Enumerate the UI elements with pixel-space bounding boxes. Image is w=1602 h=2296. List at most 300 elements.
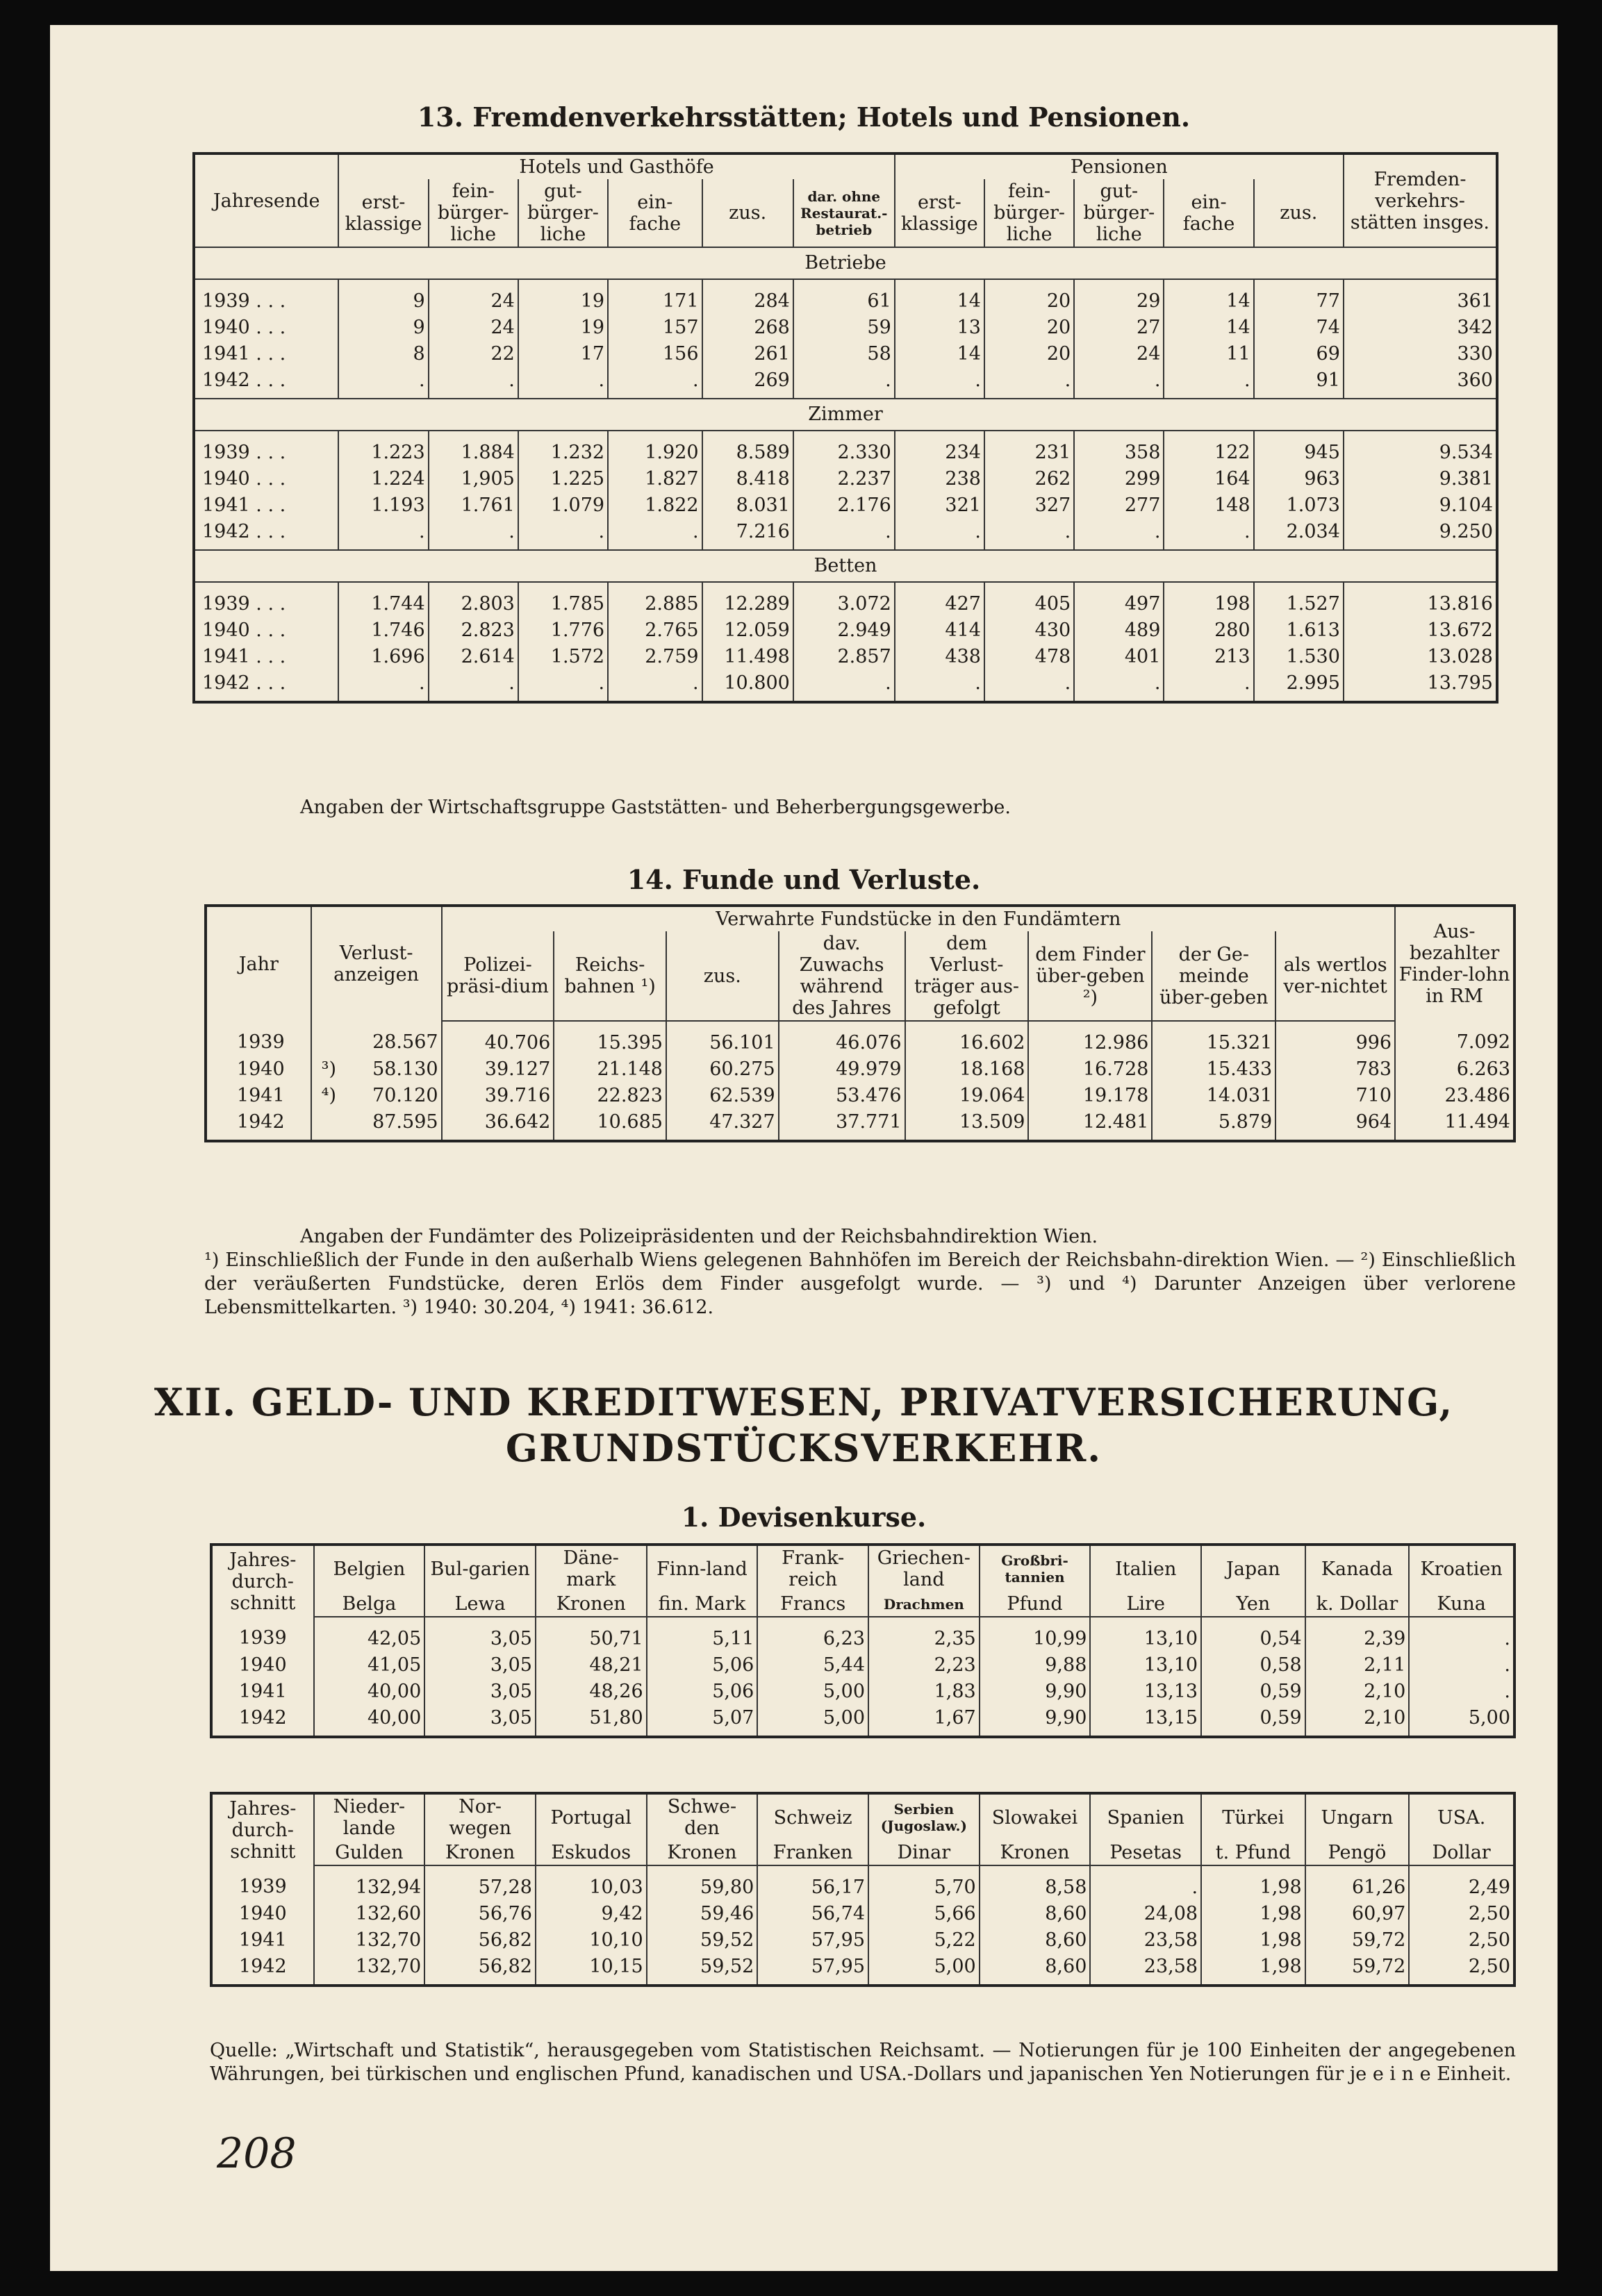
header-country: Kroatien — [1409, 1545, 1514, 1592]
value-cell: 19.064 — [905, 1083, 1029, 1109]
value-cell: 238 — [895, 466, 984, 492]
value-cell: 1.761 — [429, 492, 518, 519]
value-cell: 59,80 — [647, 1865, 758, 1901]
header-country: Däne-mark — [536, 1545, 647, 1592]
table-1a-wrap — [210, 1543, 1516, 1738]
header-hotel-fein: fein-bürger-liche — [429, 179, 518, 247]
value-cell: 710 — [1275, 1083, 1395, 1109]
value-cell: 280 — [1164, 617, 1253, 644]
value-cell: 13.672 — [1344, 617, 1497, 644]
value-cell: 2.857 — [793, 644, 895, 670]
table-13 — [192, 152, 1498, 704]
value-cell: . — [895, 367, 984, 399]
value-cell: 22.823 — [554, 1083, 666, 1109]
value-cell: 321 — [895, 492, 984, 519]
header-unit: Pfund — [980, 1592, 1091, 1617]
header-country: Nor-wegen — [424, 1793, 536, 1840]
value-cell: 964 — [1275, 1109, 1395, 1141]
value-cell: 36.642 — [442, 1109, 554, 1141]
value-cell: 14 — [895, 279, 984, 315]
year-cell: 1942 — [236, 1111, 285, 1133]
value-cell: 8,58 — [980, 1865, 1091, 1901]
value-cell: . — [793, 519, 895, 550]
value-cell: 1.920 — [608, 431, 702, 466]
value-cell: 13.795 — [1344, 670, 1497, 702]
value-cell: 330 — [1344, 341, 1497, 367]
value-cell: 156 — [608, 341, 702, 367]
header-unit: Pengö — [1305, 1840, 1410, 1865]
value-cell: . — [1409, 1652, 1514, 1679]
value-cell: 489 — [1074, 617, 1164, 644]
table-row — [194, 644, 1497, 670]
value-cell: 3,05 — [424, 1705, 536, 1737]
value-cell: 59,72 — [1305, 1954, 1410, 1986]
header-country: Bul-garien — [424, 1545, 536, 1592]
value-cell: 1.530 — [1254, 644, 1344, 670]
value-cell: 9 — [338, 315, 428, 341]
value-cell: 9.250 — [1344, 519, 1497, 550]
table-1b — [210, 1792, 1516, 1987]
table-13-wrap — [192, 152, 1498, 704]
header-verlustanzeigen: Verlust-anzeigen — [311, 906, 442, 1021]
value-cell: 284 — [702, 279, 793, 315]
header-unit: Belga — [314, 1592, 425, 1617]
table-row — [211, 1954, 1514, 1986]
year-cell: 1940 — [238, 1654, 287, 1676]
value-cell: . — [1164, 670, 1253, 702]
value-cell: 20 — [984, 341, 1074, 367]
value-cell: 132,70 — [314, 1954, 425, 1986]
value-cell: 2,23 — [868, 1652, 980, 1679]
year-cell: 1940 — [236, 1058, 285, 1080]
value-cell: . — [1090, 1865, 1201, 1901]
value-cell: 56.101 — [666, 1021, 779, 1056]
header-fremden-insges: Fremden-verkehrs-stätten insges. — [1344, 153, 1497, 247]
value-cell: 27 — [1074, 315, 1164, 341]
value-cell: 87.595 — [372, 1111, 438, 1133]
value-cell: 5,44 — [757, 1652, 868, 1679]
value-cell: 59,52 — [647, 1927, 758, 1954]
table-14-title: 14. Funde und Verluste. — [627, 864, 981, 895]
header-jahresdurchschnitt-2: Jahres-durch-schnitt — [229, 1797, 297, 1863]
value-cell: 171 — [608, 279, 702, 315]
header-hotel-zus: zus. — [702, 179, 793, 247]
value-cell: . — [1164, 519, 1253, 550]
value-cell: 60,97 — [1305, 1901, 1410, 1927]
value-cell: 1,98 — [1201, 1927, 1305, 1954]
value-cell: 40,00 — [314, 1679, 425, 1705]
year-cell: 1941 . . . — [202, 646, 286, 667]
value-cell: 497 — [1074, 582, 1164, 617]
value-cell: 62.539 — [666, 1083, 779, 1109]
value-cell: 23.486 — [1395, 1083, 1514, 1109]
value-cell: 1.884 — [429, 431, 518, 466]
value-cell: 16.728 — [1028, 1056, 1152, 1083]
value-cell: 1.776 — [518, 617, 608, 644]
table-row — [211, 1927, 1514, 1954]
table-1b-body — [211, 1865, 1514, 1986]
header-unit: Drachmen — [868, 1592, 980, 1617]
value-cell: . — [895, 670, 984, 702]
year-cell: 1940 — [238, 1903, 287, 1924]
value-cell: 56,74 — [757, 1901, 868, 1927]
value-cell: 91 — [1254, 367, 1344, 399]
value-cell: 5,11 — [647, 1617, 758, 1652]
value-cell: 10.800 — [702, 670, 793, 702]
value-cell: 37.771 — [779, 1109, 905, 1141]
header-unit: Kronen — [424, 1840, 536, 1865]
value-cell: 15.433 — [1152, 1056, 1275, 1083]
header-polizei: Polizei-präsi-dium — [442, 931, 554, 1021]
value-cell: 47.327 — [666, 1109, 779, 1141]
table-13-title: 13. Fremdenverkehrsstätten; Hotels und Pensionen. — [417, 101, 1191, 133]
value-cell: 0,59 — [1201, 1705, 1305, 1737]
value-cell: 427 — [895, 582, 984, 617]
table-14-title-wrap — [50, 864, 1558, 895]
value-cell: 361 — [1344, 279, 1497, 315]
header-unit: Kronen — [647, 1840, 758, 1865]
value-cell: 1,67 — [868, 1705, 980, 1737]
value-cell: . — [608, 367, 702, 399]
value-cell: . — [1074, 367, 1164, 399]
table-row — [194, 367, 1497, 399]
value-cell: 478 — [984, 644, 1074, 670]
year-cell: 1941 — [238, 1929, 287, 1951]
header-unit: Dollar — [1409, 1840, 1514, 1865]
value-cell: 40,00 — [314, 1705, 425, 1737]
value-cell: 19 — [518, 315, 608, 341]
header-unit: Lewa — [424, 1592, 536, 1617]
value-cell: 6,23 — [757, 1617, 868, 1652]
value-cell: 8 — [338, 341, 428, 367]
value-cell: 342 — [1344, 315, 1497, 341]
value-cell: 299 — [1074, 466, 1164, 492]
value-cell: 24 — [1074, 341, 1164, 367]
section-row — [194, 399, 1497, 431]
value-cell: 783 — [1275, 1056, 1395, 1083]
value-cell: 9 — [338, 279, 428, 315]
value-cell: 5,06 — [647, 1652, 758, 1679]
header-country: Finn-land — [647, 1545, 758, 1592]
value-cell: 1,905 — [429, 466, 518, 492]
value-cell: 59,52 — [647, 1954, 758, 1986]
value-cell: 1,98 — [1201, 1901, 1305, 1927]
header-unit: Kronen — [536, 1592, 647, 1617]
header-country: Schwe-den — [647, 1793, 758, 1840]
year-cell: 1942 . . . — [202, 521, 286, 542]
value-cell: 42,05 — [314, 1617, 425, 1652]
value-cell: 58.130 — [372, 1058, 438, 1080]
footnote-mark — [311, 1109, 347, 1141]
value-cell: . — [984, 670, 1074, 702]
header-country: Schweiz — [757, 1793, 868, 1840]
table-row — [194, 519, 1497, 550]
table-13-title-wrap — [50, 101, 1558, 133]
value-cell: 1.079 — [518, 492, 608, 519]
value-cell: 2.176 — [793, 492, 895, 519]
value-cell: 164 — [1164, 466, 1253, 492]
value-cell: 5,06 — [647, 1679, 758, 1705]
year-cell: 1942 . . . — [202, 672, 286, 694]
value-cell: 8,60 — [980, 1954, 1091, 1986]
value-cell: 21.148 — [554, 1056, 666, 1083]
value-cell: 2.885 — [608, 582, 702, 617]
value-cell: 234 — [895, 431, 984, 466]
value-cell: 1.827 — [608, 466, 702, 492]
header-hotel-erst: erst-klassige — [338, 179, 428, 247]
value-cell: . — [429, 367, 518, 399]
value-cell: 360 — [1344, 367, 1497, 399]
year-cell: 1939 . . . — [202, 290, 286, 312]
year-cell: 1941 — [238, 1681, 287, 1702]
value-cell: 53.476 — [779, 1083, 905, 1109]
chapter-heading-line-2: GRUNDSTÜCKSVERKEHR. — [505, 1426, 1103, 1470]
value-cell: 14 — [895, 341, 984, 367]
header-unit: Francs — [757, 1592, 868, 1617]
value-cell: . — [793, 670, 895, 702]
value-cell: 13.816 — [1344, 582, 1497, 617]
value-cell: 2.237 — [793, 466, 895, 492]
value-cell: 1.232 — [518, 431, 608, 466]
value-cell: . — [338, 519, 428, 550]
section-row — [194, 247, 1497, 279]
value-cell: . — [1074, 670, 1164, 702]
value-cell: 2.034 — [1254, 519, 1344, 550]
table-row — [194, 492, 1497, 519]
table-row — [194, 279, 1497, 315]
year-cell: 1939 — [236, 1031, 285, 1053]
value-cell: 2,10 — [1305, 1679, 1410, 1705]
value-cell: 945 — [1254, 431, 1344, 466]
value-cell: 2,50 — [1409, 1927, 1514, 1954]
value-cell: 15.395 — [554, 1021, 666, 1056]
value-cell: 8.589 — [702, 431, 793, 466]
header-unit: fin. Mark — [647, 1592, 758, 1617]
value-cell: 10,99 — [980, 1617, 1091, 1652]
value-cell: 5,00 — [757, 1679, 868, 1705]
value-cell: 74 — [1254, 315, 1344, 341]
header-country: Belgien — [314, 1545, 425, 1592]
header-country: Frank-reich — [757, 1545, 868, 1592]
table-row — [211, 1617, 1514, 1652]
value-cell: 198 — [1164, 582, 1253, 617]
year-cell: 1939 — [238, 1876, 287, 1897]
table-row — [206, 1083, 1514, 1109]
value-cell: 3.072 — [793, 582, 895, 617]
value-cell: 13.028 — [1344, 644, 1497, 670]
value-cell: 10.685 — [554, 1109, 666, 1141]
header-wertlos: als wertlos ver-nichtet — [1275, 931, 1395, 1021]
header-reichsbahnen: Reichs-bahnen ¹) — [554, 931, 666, 1021]
value-cell: . — [895, 519, 984, 550]
header-country: Portugal — [536, 1793, 647, 1840]
value-cell: 24,08 — [1090, 1901, 1201, 1927]
value-cell: . — [429, 519, 518, 550]
chapter-heading-wrap — [50, 1379, 1558, 1471]
value-cell: 61,26 — [1305, 1865, 1410, 1901]
value-cell: . — [1074, 519, 1164, 550]
header-unit: Franken — [757, 1840, 868, 1865]
value-cell: 56,82 — [424, 1927, 536, 1954]
table-1a — [210, 1543, 1516, 1738]
value-cell: 0,54 — [1201, 1617, 1305, 1652]
value-cell: 17 — [518, 341, 608, 367]
value-cell: 3,05 — [424, 1617, 536, 1652]
header-hotel-gut: gut-bürger-liche — [518, 179, 608, 247]
table-row — [206, 1021, 1514, 1056]
value-cell: 7.216 — [702, 519, 793, 550]
value-cell: 1.527 — [1254, 582, 1344, 617]
value-cell: 39.127 — [442, 1056, 554, 1083]
value-cell: 2.614 — [429, 644, 518, 670]
value-cell: 5,00 — [757, 1705, 868, 1737]
header-country: Italien — [1090, 1545, 1201, 1592]
value-cell: 9,42 — [536, 1901, 647, 1927]
value-cell: 1.613 — [1254, 617, 1344, 644]
value-cell: . — [518, 367, 608, 399]
value-cell: 327 — [984, 492, 1074, 519]
value-cell: 14.031 — [1152, 1083, 1275, 1109]
value-cell: 56,17 — [757, 1865, 868, 1901]
year-cell: 1941 . . . — [202, 494, 286, 516]
value-cell: 9,90 — [980, 1679, 1091, 1705]
value-cell: . — [1409, 1617, 1514, 1652]
table-row — [206, 1109, 1514, 1141]
value-cell: 1,83 — [868, 1679, 980, 1705]
value-cell: 59,72 — [1305, 1927, 1410, 1954]
header-jahresende: Jahresende — [213, 190, 320, 212]
header-hotel-ein: ein-fache — [608, 179, 702, 247]
value-cell: 5.879 — [1152, 1109, 1275, 1141]
value-cell: 19 — [518, 279, 608, 315]
header-zuwachs: dav. Zuwachs während des Jahres — [779, 931, 905, 1021]
table-row — [211, 1652, 1514, 1679]
value-cell: 2,10 — [1305, 1705, 1410, 1737]
section-label: Betten — [194, 550, 1497, 582]
chapter-heading-line-1: XII. GELD- UND KREDITWESEN, PRIVATVERSICHERUNG, — [154, 1380, 1454, 1424]
value-cell: 438 — [895, 644, 984, 670]
table-row — [194, 341, 1497, 367]
value-cell: 1,98 — [1201, 1954, 1305, 1986]
value-cell: 12.289 — [702, 582, 793, 617]
header-unit: Kronen — [980, 1840, 1091, 1865]
value-cell: 57,95 — [757, 1954, 868, 1986]
header-unit: Gulden — [314, 1840, 425, 1865]
value-cell: 51,80 — [536, 1705, 647, 1737]
value-cell: 122 — [1164, 431, 1253, 466]
year-cell: 1939 — [238, 1627, 287, 1649]
year-cell: 1940 . . . — [202, 619, 286, 641]
header-unit: k. Dollar — [1305, 1592, 1410, 1617]
header-verwahrte: Verwahrte Fundstücke in den Fundämtern — [442, 906, 1396, 931]
value-cell: 0,59 — [1201, 1679, 1305, 1705]
value-cell: 11.498 — [702, 644, 793, 670]
value-cell: 1.572 — [518, 644, 608, 670]
value-cell: 13,10 — [1090, 1617, 1201, 1652]
value-cell: 277 — [1074, 492, 1164, 519]
value-cell: 1.224 — [338, 466, 428, 492]
section-label: Betriebe — [194, 247, 1497, 279]
value-cell: . — [984, 519, 1074, 550]
value-cell: 49.979 — [779, 1056, 905, 1083]
value-cell: 268 — [702, 315, 793, 341]
value-cell: 18.168 — [905, 1056, 1029, 1083]
value-cell: 1.822 — [608, 492, 702, 519]
year-cell: 1942 . . . — [202, 369, 286, 391]
footnote-mark: ³) — [311, 1056, 347, 1083]
value-cell: 13,10 — [1090, 1652, 1201, 1679]
year-cell: 1940 . . . — [202, 317, 286, 338]
header-pens-gut: gut-bürger-liche — [1074, 179, 1164, 247]
value-cell: 148 — [1164, 492, 1253, 519]
value-cell: 13,15 — [1090, 1705, 1201, 1737]
value-cell: 2,35 — [868, 1617, 980, 1652]
year-cell: 1939 . . . — [202, 442, 286, 463]
value-cell: 5,66 — [868, 1901, 980, 1927]
table-row — [211, 1865, 1514, 1901]
value-cell: 9.381 — [1344, 466, 1497, 492]
value-cell: 13,13 — [1090, 1679, 1201, 1705]
value-cell: 48,21 — [536, 1652, 647, 1679]
header-unit: Dinar — [868, 1840, 980, 1865]
value-cell: 19.178 — [1028, 1083, 1152, 1109]
header-country: Japan — [1201, 1545, 1305, 1592]
value-cell: 430 — [984, 617, 1074, 644]
value-cell: 5,22 — [868, 1927, 980, 1954]
footnote-mark — [311, 1021, 347, 1056]
value-cell: . — [1409, 1679, 1514, 1705]
value-cell: . — [429, 670, 518, 702]
value-cell: 132,60 — [314, 1901, 425, 1927]
value-cell: 231 — [984, 431, 1074, 466]
header-pens-erst: erst-klassige — [895, 179, 984, 247]
document-page — [50, 25, 1558, 2271]
value-cell: 56,76 — [424, 1901, 536, 1927]
value-cell: 7.092 — [1395, 1021, 1514, 1056]
value-cell: 48,26 — [536, 1679, 647, 1705]
header-country: Ungarn — [1305, 1793, 1410, 1840]
page-number: 208 — [217, 2129, 297, 2178]
value-cell: 50,71 — [536, 1617, 647, 1652]
value-cell: 1.073 — [1254, 492, 1344, 519]
value-cell: 2,11 — [1305, 1652, 1410, 1679]
value-cell: 1.746 — [338, 617, 428, 644]
header-unit: Lire — [1090, 1592, 1201, 1617]
value-cell: 20 — [984, 279, 1074, 315]
section-row — [194, 550, 1497, 582]
header-pensionen: Pensionen — [895, 153, 1344, 179]
value-cell: 0,58 — [1201, 1652, 1305, 1679]
value-cell: 9.104 — [1344, 492, 1497, 519]
header-unit: Eskudos — [536, 1840, 647, 1865]
header-unit: Yen — [1201, 1592, 1305, 1617]
value-cell: . — [608, 519, 702, 550]
header-pens-fein: fein-bürger-liche — [984, 179, 1074, 247]
table-row — [211, 1901, 1514, 1927]
header-pens-zus: zus. — [1254, 179, 1344, 247]
value-cell: . — [1164, 367, 1253, 399]
value-cell: 77 — [1254, 279, 1344, 315]
value-cell: . — [518, 670, 608, 702]
table-13-source: Angaben der Wirtschaftsgruppe Gaststätten- und Beherbergungsgewerbe. — [300, 797, 1011, 818]
value-cell: 5,07 — [647, 1705, 758, 1737]
table-14-body — [206, 1021, 1514, 1141]
year-cell: 1942 — [238, 1956, 287, 1977]
value-cell: 12.986 — [1028, 1021, 1152, 1056]
value-cell: 57,28 — [424, 1865, 536, 1901]
table-14-note-2: ¹) Einschließlich der Funde in den außerhalb Wiens gelegenen Bahnhöfen im Bereich der Reichsbahn-direktion Wien. — ²) Einschließlich der veräußerten Fundstücke, deren Erlös dem Finder ausgefolgt wurde. — ³) und ⁴) Darunter Anzeigen über verlorene Lebensmittelkarten. ³) 1940: 30.204, ⁴) 1941: 36.612. — [204, 1249, 1516, 1318]
value-cell: 59 — [793, 315, 895, 341]
